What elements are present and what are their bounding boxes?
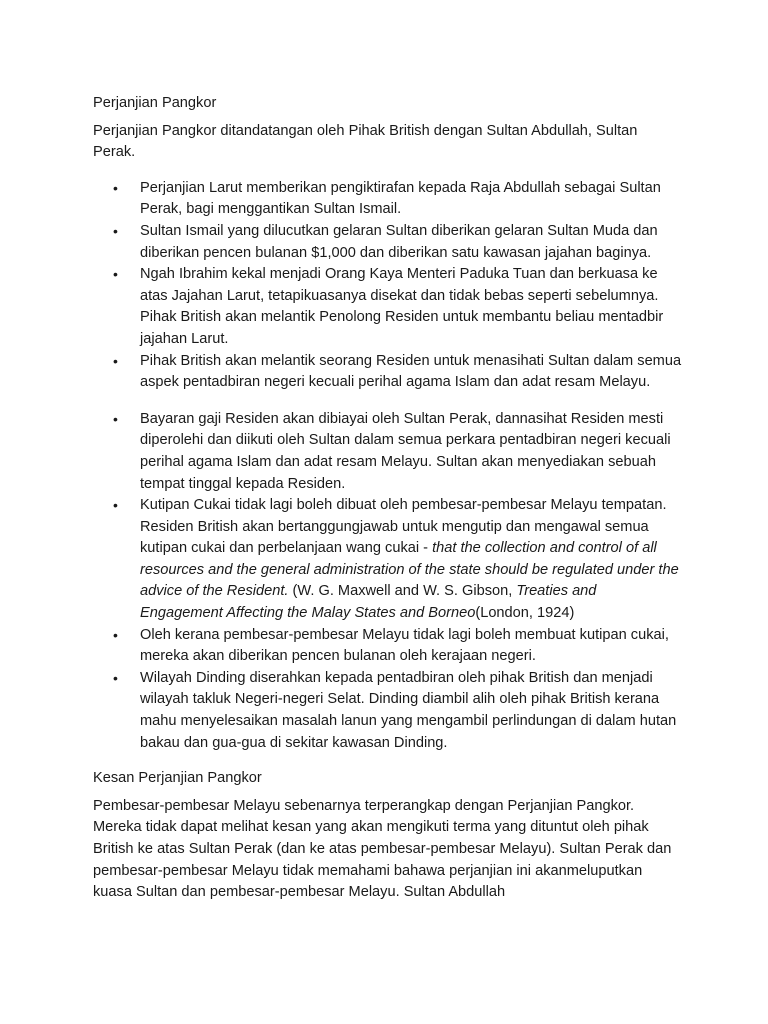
book-title: Treaties and Engagement Affecting the Malay States and Borneo — [140, 583, 597, 622]
terms-bullet-list — [93, 178, 683, 754]
bullet-item: • Sultan Ismail yang dilucutkan gelaran Sultan diberikan gelaran Sultan Muda dan diberikan pencen bulanan $1,000 dan diberikan satu kawasan jajahan baginya. — [93, 221, 683, 264]
intro-paragraph: Perjanjian Pangkor ditandatangan oleh Pihak British dengan Sultan Abdullah, Sultan Perak. — [93, 122, 638, 161]
bullet-item: • Pihak British akan melantik seorang Residen untuk menasihati Sultan dalam semua aspek pentadbiran negeri kecuali perihal agama Islam dan adat resam Melayu. — [93, 351, 683, 394]
bullet-item-tax — [93, 495, 683, 625]
citation-authors: (W. G. Maxwell and W. S. Gibson, — [288, 583, 517, 600]
bullet-item: • Wilayah Dinding diserahkan kepada pentadbiran oleh pihak British dan menjadi wilayah takluk Negeri-negeri Selat. Dinding diambil alih oleh pihak British kerana mahu menyelesaikan masalah lanun yang mengambil perlindungan di dalam hutan bakau dan gua-gua di sekitar kawasan Dinding. — [93, 668, 683, 754]
bullet-item: • Bayaran gaji Residen akan dibiayai oleh Sultan Perak, dannasihat Residen mesti diperolehi dan diikuti oleh Sultan dalam semua perkara pentadbiran negeri kecuali perihal agama Islam dan adat resam Melayu. Sultan akan menyediakan sebuah tempat tinggal kepada Residen. — [93, 409, 683, 495]
bullet-item: • Perjanjian Larut memberikan pengiktirafan kepada Raja Abdullah sebagai Sultan Perak, bagi menggantikan Sultan Ismail. — [93, 178, 683, 221]
bullet-item: • Oleh kerana pembesar-pembesar Melayu tidak lagi boleh membuat kutipan cukai, mereka akan diberikan pencen bulanan oleh kerajaan negeri. — [93, 625, 683, 668]
quoted-text: that the collection and control of all resources and the general administration of the state should be regulated under the advice of the Resident. — [140, 540, 679, 600]
kesan-paragraph: Pembesar-pembesar Melayu sebenarnya terperangkap dengan Perjanjian Pangkor. Mereka tidak dapat melihat kesan yang akan mengikuti terma yang dituntut oleh pihak British ke atas Sultan Perak (dan ke atas pembesar-pembesar Melayu). Sultan Perak dan pembesar-pembesar Melayu tidak memahami bahawa perjanjian ini akanmeluputkan kuasa Sultan dan pembesar-pembesar Melayu. Sultan Abdullah — [93, 797, 672, 901]
document-page — [93, 93, 683, 904]
citation-publication: (London, 1924) — [475, 605, 575, 622]
section-heading-kesan: Kesan Perjanjian Pangkor — [93, 770, 262, 787]
bullet-item: • Ngah Ibrahim kekal menjadi Orang Kaya Menteri Paduka Tuan dan berkuasa ke atas Jajahan Larut, tetapikuasanya disekat dan tidak bebas seperti sebelumnya. Pihak British akan melantik Penolong Residen untuk membantu beliau mentadbir jajahan Larut. — [93, 264, 683, 350]
section-heading-perjanjian-pangkor: Perjanjian Pangkor — [93, 95, 217, 111]
bullet-text: Kutipan Cukai tidak lagi boleh dibuat oleh pembesar-pembesar Melayu tempatan. Residen British akan bertanggungjawab untuk mengutip dan mengawal semua kutipan cukai dan perbelanjaan wang cukai - — [140, 497, 667, 557]
